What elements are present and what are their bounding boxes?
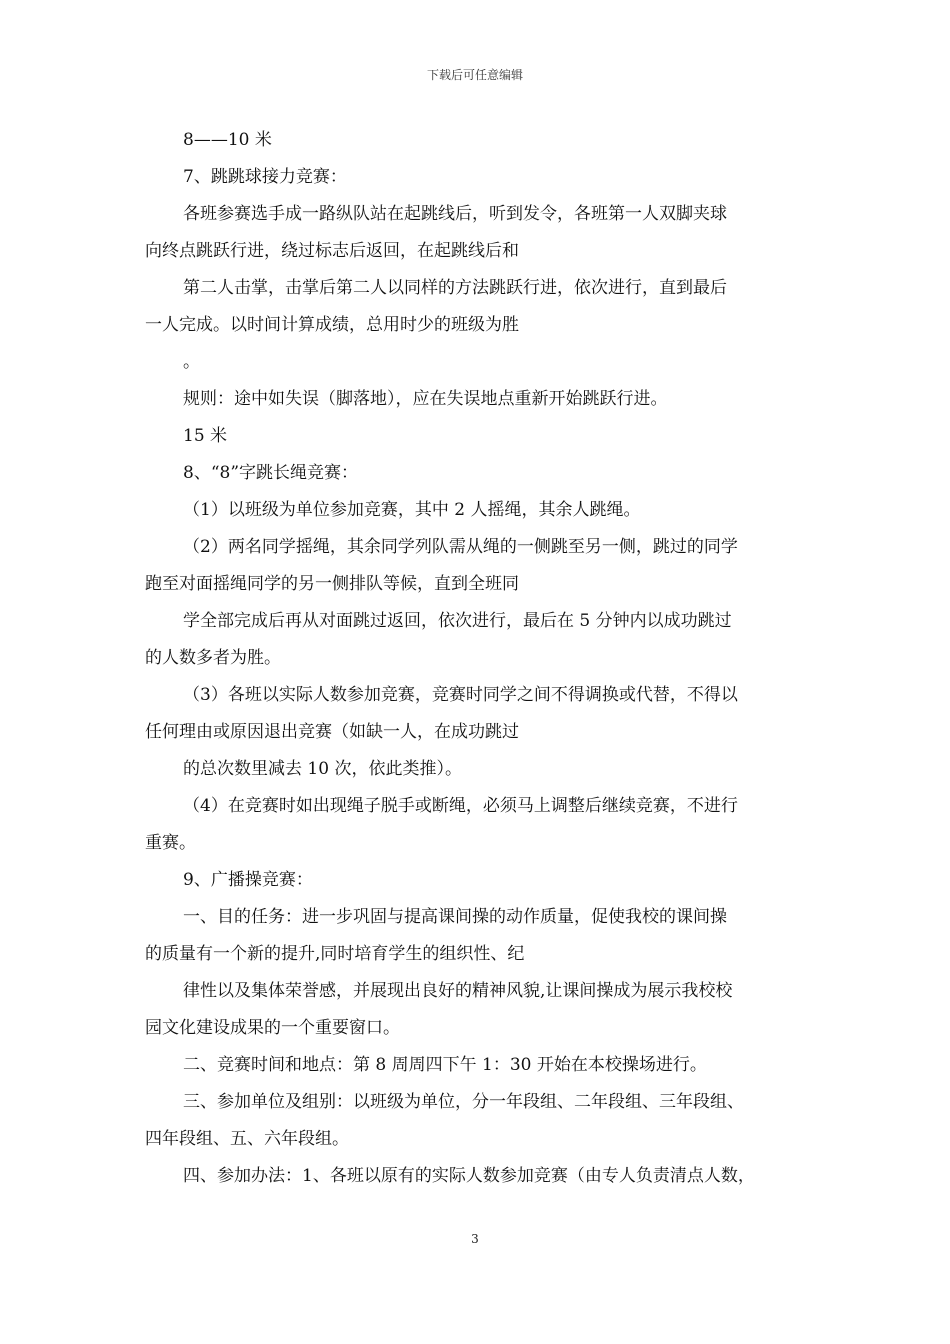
page-number: 3 [471,1232,479,1246]
text-line: 各班参赛选手成一路纵队站在起跳线后，听到发令，各班第一人双脚夹球 [183,204,727,224]
text-line: 一人完成。以时间计算成绩，总用时少的班级为胜 [145,315,519,335]
text-line: 跑至对面摇绳同学的另一侧排队等候，直到全班同 [145,574,519,594]
text-line: 。 [183,352,200,372]
text-line: 重赛。 [145,833,196,853]
text-line: （1）以班级为单位参加竞赛，其中 2 人摇绳，其余人跳绳。 [183,500,641,520]
text-line: 二、竞赛时间和地点：第 8 周周四下午 1：30 开始在本校操场进行。 [183,1055,707,1075]
text-line: （2）两名同学摇绳，其余同学列队需从绳的一侧跳至另一侧，跳过的同学 [183,537,738,557]
text-line: 的质量有一个新的提升,同时培育学生的组织性、纪 [145,944,525,964]
text-line: 三、参加单位及组别：以班级为单位，分一年段组、二年段组、三年段组、 [183,1092,744,1112]
text-line: 一、目的任务：进一步巩固与提高课间操的动作质量，促使我校的课间操 [183,907,727,927]
text-line: 15 米 [183,426,228,446]
text-line: 任何理由或原因退出竞赛（如缺一人，在成功跳过 [145,722,519,742]
text-line: （3）各班以实际人数参加竞赛，竞赛时同学之间不得调换或代替，不得以 [183,685,738,705]
text-line: 律性以及集体荣誉感，并展现出良好的精神风貌,让课间操成为展示我校校 [183,981,733,1001]
text-line: 规则：途中如失误（脚落地），应在失误地点重新开始跳跃行进。 [183,389,668,409]
text-line: （4）在竞赛时如出现绳子脱手或断绳，必须马上调整后继续竞赛，不进行 [183,796,738,816]
text-line: 学全部完成后再从对面跳过返回，依次进行，最后在 5 分钟内以成功跳过 [183,611,732,631]
text-line: 向终点跳跃行进，绕过标志后返回，在起跳线后和 [145,241,519,261]
text-line: 7、跳跳球接力竞赛： [183,167,347,187]
text-line: 的人数多者为胜。 [145,648,281,668]
text-line: 8、“8”字跳长绳竞赛： [183,463,359,483]
text-line: 第二人击掌，击掌后第二人以同样的方法跳跃行进，依次进行，直到最后 [183,278,727,298]
text-line: 四年段组、五、六年段组。 [145,1129,349,1149]
page-header: 下载后可任意编辑 [426,68,523,82]
text-line: 8——10 米 [183,130,272,150]
text-line: 园文化建设成果的一个重要窗口。 [145,1018,400,1038]
document-body [145,122,810,1195]
text-line: 9、广播操竞赛： [183,870,313,890]
text-line: 的总次数里减去 10 次，依此类推）。 [183,759,462,779]
text-line: 四、参加办法：1、各班以原有的实际人数参加竞赛（由专人负责清点人数， [183,1166,755,1186]
